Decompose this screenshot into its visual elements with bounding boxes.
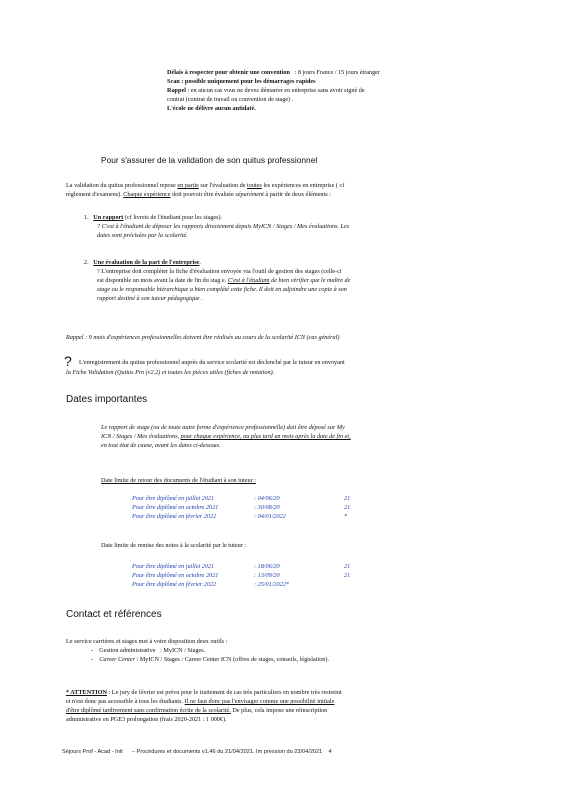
date-label: Pour être diplômé en octobre 2021 xyxy=(132,504,219,511)
para-text: sur l'évaluation de xyxy=(200,182,246,189)
list-text: dates sont précisées par la scolarité. xyxy=(97,232,188,239)
intro-ecole: L'école ne délivre aucun antidaté. xyxy=(167,105,256,112)
para-underline: d'être diplômé tardivement sans confirmation écrite de la scolarité. xyxy=(66,707,231,714)
list-text: ? C'est à l'étudiant de déposer les rapports directement depuis MyICN / Stages / Mes évaluations. Les xyxy=(97,223,350,230)
rappel-line: Rappel : 9 mois d'expériences professionnelles doivent être réalisés au cours de la scolarité ICN (cas général) xyxy=(66,334,340,341)
para-text: : Le jury de février est prévu pour le traitement de cas très particuliers en nombre très restreint xyxy=(108,689,342,696)
validation-para xyxy=(66,181,506,199)
para-text: ICN / Stages / Mes évaluations, xyxy=(101,433,180,440)
para-text: Le rapport de stage (ou de toute autre forme d'expérience professionnelle) doit être déposé sur My xyxy=(101,424,345,431)
list-title: Une évaluation de la part de l'entreprise xyxy=(93,259,200,266)
bullet-dash: - xyxy=(91,656,94,663)
intro-rappel-text: : en aucun cas vous ne devez démarrer en entreprise sans avoir signé de xyxy=(187,87,365,94)
date-value: : 25/01/2022* xyxy=(254,581,289,588)
intro-rappel-label: Rappel xyxy=(167,87,186,94)
list-text: : MyICN / Stages. xyxy=(160,647,206,654)
para-underline: en partie xyxy=(177,182,199,189)
attention-block xyxy=(66,688,506,724)
para-text: à partir de deux éléments : xyxy=(265,191,331,198)
contact-list xyxy=(91,646,329,664)
list-title: Un rapport xyxy=(93,214,124,221)
dates-para xyxy=(101,423,501,450)
footer-title: Séjours Prof - Acad - Intl xyxy=(62,749,123,755)
page-number: 4 xyxy=(328,749,332,755)
list-item xyxy=(132,580,364,589)
para-underline: Il ne faut donc pas l'envisager comme une possibilité initiale xyxy=(184,698,335,705)
attention-label: * ATTENTION xyxy=(66,689,107,696)
para-italic: séparément xyxy=(235,191,264,198)
list-text: de bien vérifier que le maître de xyxy=(271,277,351,284)
para-underline: Chaque expérience xyxy=(123,191,171,198)
remise-list xyxy=(132,562,364,589)
list-text: ? L'entreprise doit compléter la fiche d'évaluation envoyée via l'outil de gestion des stages (celle-ci xyxy=(97,268,342,275)
list-text: Career Center xyxy=(99,656,135,663)
para-text: la Fiche Validation (Quitus Pro (v2.2) et toutes les pièces utiles (fiches de notation). xyxy=(66,369,275,376)
intro-delais-value: : 8 jours France / 15 jours étranger xyxy=(294,69,380,76)
intro-delais-label: Délais à respecter pour obtenir une convention xyxy=(167,69,290,76)
date-label: Pour être diplômé en juillet 2021 xyxy=(132,563,215,570)
page-footer xyxy=(62,749,332,755)
remise-heading: Date limite de remise des notes à la scolarité par le tuteur : xyxy=(101,542,247,549)
para-underline: toutes xyxy=(247,182,262,189)
date-value: : 04/06/20 xyxy=(254,495,280,502)
list-item xyxy=(132,512,364,521)
date-footnote: 21 xyxy=(344,504,351,511)
date-label: Pour être diplômé en février 2022 xyxy=(132,581,217,588)
contact-title: Contact et références xyxy=(66,609,162,620)
retour-title xyxy=(101,476,256,485)
date-value: : 30/08/20 xyxy=(254,504,280,511)
para-text: en tout état de cause, avant les dates ci-dessous. xyxy=(101,442,221,449)
para-text: De plus, cela impose une réinscription xyxy=(232,707,328,714)
list-number: 1. xyxy=(84,214,89,221)
validation-title: Pour s'assurer de la validation de son quitus professionnel xyxy=(101,155,318,165)
footer-version: – Procédures et documents v1.46 du 21/04/2021. Im pression du 23/04/2021 xyxy=(131,749,323,755)
contact-intro xyxy=(66,637,227,646)
question-mark-icon: ? xyxy=(64,353,72,369)
list-item xyxy=(132,503,364,512)
retour-list xyxy=(132,494,364,521)
remise-title xyxy=(101,541,246,550)
para-text: La validation du quitus professionnel repose xyxy=(66,182,176,189)
list-text: stage ou le responsable hiérarchique a bien complété cette fiche. Il doit en adjoindre une copie à son xyxy=(97,286,347,293)
para-text: règlement d'examens). xyxy=(66,191,122,198)
intro-contrat: contrat (contrat de travail ou convention de stage) . xyxy=(167,96,294,103)
list-item xyxy=(132,494,364,503)
date-value: : 18/06/20 xyxy=(254,563,280,570)
date-label: Pour être diplômé en juillet 2021 xyxy=(132,495,215,502)
date-label: Pour être diplômé en février 2022 xyxy=(132,513,217,520)
date-footnote xyxy=(344,580,364,589)
list-item-rapport xyxy=(84,213,504,240)
date-value: : 13/09/20 xyxy=(254,572,280,579)
intro-block xyxy=(167,68,380,113)
list-text: Gestion administrative xyxy=(99,647,156,654)
bullet-dash: - xyxy=(91,647,94,654)
date-footnote: * xyxy=(344,513,348,520)
dates-title: Dates importantes xyxy=(66,394,148,405)
date-footnote: 21 xyxy=(344,495,351,502)
list-text: (cf livrets de l'étudiant pour les stages). xyxy=(124,214,223,221)
list-number: 2. xyxy=(84,259,89,266)
para-text: Le service carrières et stages met à votre disposition deux outils : xyxy=(66,638,228,645)
para-text: et n'est donc pas accessible à tous les étudiants. xyxy=(66,698,184,705)
list-text: rapport destiné à son tuteur pédagogique . xyxy=(97,295,203,302)
para-text: doit pouvoir être évaluée xyxy=(172,191,234,198)
para-text: les expériences en entreprise ( cf xyxy=(263,182,345,189)
intro-scan: Scan : possible uniquement pour les démarrages rapides xyxy=(167,78,316,85)
list-item xyxy=(132,562,364,571)
date-label: Pour être diplômé en octobre 2021 xyxy=(132,572,219,579)
date-value: : 04/01/2022 xyxy=(254,513,286,520)
date-footnote: 21 xyxy=(344,572,351,579)
list-item xyxy=(132,571,364,580)
para-text: administrative en PGE3 prolongation (frais 2020-2021 : 1 000€). xyxy=(66,716,227,723)
list-text: . xyxy=(199,259,201,266)
enregistrement-para xyxy=(79,358,345,367)
list-item-evaluation xyxy=(84,258,504,303)
date-footnote: 21 xyxy=(344,563,351,570)
enregistrement-para-2 xyxy=(66,368,274,377)
list-text: est disponible un mois avant la date de fin du stag e. xyxy=(97,277,227,284)
list-underline: C'est à l'étudiant xyxy=(227,277,270,284)
list-text: : MyICN / Stages / Career Center ICN (offres de stages, conseils, législation). xyxy=(136,656,329,663)
para-underline: pour chaque expérience, au plus tard un mois après la date de fin et, xyxy=(180,433,351,440)
retour-heading: Date limite de retour des documents de l'étudiant à son tuteur : xyxy=(101,477,256,484)
para-text: L'enregistrement du quitus professionnel auprès du service scolarité est déclenché par le tuteur en envoyant xyxy=(79,359,345,366)
